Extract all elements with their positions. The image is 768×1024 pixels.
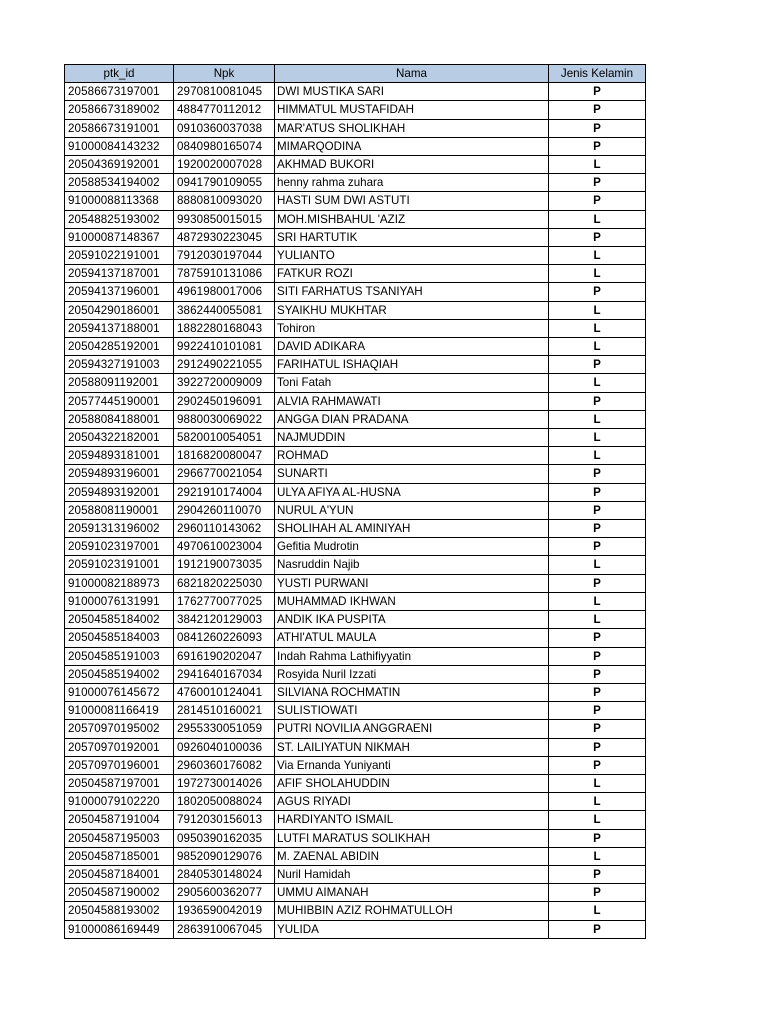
nama-cell: SILVIANA ROCHMATIN <box>275 683 549 701</box>
ptk-id-cell: 20588081190001 <box>65 501 174 519</box>
table-row <box>65 920 646 938</box>
npk-cell: 1912190073035 <box>174 556 275 574</box>
nama-cell: ANGGA DIAN PRADANA <box>275 410 549 428</box>
jenis-kelamin-cell: P <box>549 192 646 210</box>
table-row <box>65 210 646 228</box>
table-row <box>65 101 646 119</box>
ptk-id-cell: 20504585194002 <box>65 665 174 683</box>
table-row <box>65 465 646 483</box>
nama-cell: SRI HARTUTIK <box>275 228 549 246</box>
header-nama: Nama <box>275 65 549 83</box>
header-jenis-kelamin: Jenis Kelamin <box>549 65 646 83</box>
npk-cell: 2966770021054 <box>174 465 275 483</box>
nama-cell: MUHIBBIN AZIZ ROHMATULLOH <box>275 902 549 920</box>
npk-cell: 8880810093020 <box>174 192 275 210</box>
ptk-id-cell: 91000087148367 <box>65 228 174 246</box>
jenis-kelamin-cell: L <box>549 611 646 629</box>
nama-cell: HARDIYANTO ISMAIL <box>275 811 549 829</box>
nama-cell: SULISTIOWATI <box>275 702 549 720</box>
nama-cell: M. ZAENAL ABIDIN <box>275 847 549 865</box>
npk-cell: 0841260226093 <box>174 629 275 647</box>
ptk-id-cell: 91000076131991 <box>65 592 174 610</box>
ptk-id-cell: 20594893192001 <box>65 483 174 501</box>
jenis-kelamin-cell: P <box>549 483 646 501</box>
ptk-id-cell: 91000081166419 <box>65 702 174 720</box>
npk-cell: 2921910174004 <box>174 483 275 501</box>
npk-cell: 2960110143062 <box>174 520 275 538</box>
table-row <box>65 429 646 447</box>
table-row <box>65 847 646 865</box>
ptk-id-cell: 20504585184003 <box>65 629 174 647</box>
nama-cell: SYAIKHU MUKHTAR <box>275 301 549 319</box>
ptk-id-cell: 20570970196001 <box>65 756 174 774</box>
npk-cell: 2960360176082 <box>174 756 275 774</box>
table-header-row <box>65 65 646 83</box>
npk-cell: 4872930223045 <box>174 228 275 246</box>
nama-cell: SHOLIHAH AL AMINIYAH <box>275 520 549 538</box>
table-row <box>65 556 646 574</box>
npk-cell: 4970610023004 <box>174 538 275 556</box>
nama-cell: MOH.MISHBAHUL 'AZIZ <box>275 210 549 228</box>
npk-cell: 4760010124041 <box>174 683 275 701</box>
nama-cell: ULYA AFIYA AL-HUSNA <box>275 483 549 501</box>
npk-cell: 2902450196091 <box>174 392 275 410</box>
npk-cell: 0950390162035 <box>174 829 275 847</box>
table-row <box>65 319 646 337</box>
jenis-kelamin-cell: L <box>549 319 646 337</box>
npk-cell: 9930850015015 <box>174 210 275 228</box>
jenis-kelamin-cell: P <box>549 629 646 647</box>
nama-cell: PUTRI NOVILIA ANGGRAENI <box>275 720 549 738</box>
ptk-id-cell: 20586673189002 <box>65 101 174 119</box>
nama-cell: AKHMAD BUKORI <box>275 156 549 174</box>
jenis-kelamin-cell: L <box>549 410 646 428</box>
jenis-kelamin-cell: L <box>549 338 646 356</box>
ptk-id-cell: 20504587185001 <box>65 847 174 865</box>
npk-cell: 2905600362077 <box>174 884 275 902</box>
npk-cell: 6916190202047 <box>174 647 275 665</box>
npk-cell: 2941640167034 <box>174 665 275 683</box>
npk-cell: 2912490221055 <box>174 356 275 374</box>
table-row <box>65 228 646 246</box>
table-row <box>65 793 646 811</box>
nama-cell: AGUS RIYADI <box>275 793 549 811</box>
nama-cell: DAVID ADIKARA <box>275 338 549 356</box>
header-npk: Npk <box>174 65 275 83</box>
ptk-id-cell: 91000086169449 <box>65 920 174 938</box>
npk-cell: 7912030156013 <box>174 811 275 829</box>
ptk-id-cell: 20504588193002 <box>65 902 174 920</box>
jenis-kelamin-cell: L <box>549 902 646 920</box>
jenis-kelamin-cell: P <box>549 538 646 556</box>
table-row <box>65 265 646 283</box>
npk-cell: 3862440055081 <box>174 301 275 319</box>
table-row <box>65 702 646 720</box>
npk-cell: 2970810081045 <box>174 83 275 101</box>
table-row <box>65 137 646 155</box>
data-table <box>64 64 646 939</box>
npk-cell: 2955330051059 <box>174 720 275 738</box>
ptk-id-cell: 20591313196002 <box>65 520 174 538</box>
npk-cell: 3922720009009 <box>174 374 275 392</box>
nama-cell: Toni Fatah <box>275 374 549 392</box>
jenis-kelamin-cell: P <box>549 356 646 374</box>
table-row <box>65 865 646 883</box>
npk-cell: 0910360037038 <box>174 119 275 137</box>
jenis-kelamin-cell: P <box>549 174 646 192</box>
npk-cell: 9880030069022 <box>174 410 275 428</box>
table-row <box>65 665 646 683</box>
ptk-id-cell: 20570970195002 <box>65 720 174 738</box>
jenis-kelamin-cell: L <box>549 210 646 228</box>
table-row <box>65 119 646 137</box>
npk-cell: 2904260110070 <box>174 501 275 519</box>
jenis-kelamin-cell: P <box>549 738 646 756</box>
ptk-id-cell: 91000079102220 <box>65 793 174 811</box>
header-ptk-id: ptk_id <box>65 65 174 83</box>
nama-cell: ST. LAILIYATUN NIKMAH <box>275 738 549 756</box>
table-row <box>65 756 646 774</box>
ptk-id-cell: 91000088113368 <box>65 192 174 210</box>
nama-cell: YULIDA <box>275 920 549 938</box>
ptk-id-cell: 20586673197001 <box>65 83 174 101</box>
table-row <box>65 574 646 592</box>
jenis-kelamin-cell: P <box>549 137 646 155</box>
jenis-kelamin-cell: L <box>549 301 646 319</box>
ptk-id-cell: 20591022191001 <box>65 247 174 265</box>
npk-cell: 1920020007028 <box>174 156 275 174</box>
nama-cell: MAR'ATUS SHOLIKHAH <box>275 119 549 137</box>
ptk-id-cell: 20594137187001 <box>65 265 174 283</box>
npk-cell: 3842120129003 <box>174 611 275 629</box>
ptk-id-cell: 20588084188001 <box>65 410 174 428</box>
table-row <box>65 683 646 701</box>
table-row <box>65 247 646 265</box>
jenis-kelamin-cell: P <box>549 501 646 519</box>
table-row <box>65 483 646 501</box>
nama-cell: Rosyida Nuril Izzati <box>275 665 549 683</box>
ptk-id-cell: 20594137196001 <box>65 283 174 301</box>
ptk-id-cell: 20594893196001 <box>65 465 174 483</box>
ptk-id-cell: 20586673191001 <box>65 119 174 137</box>
nama-cell: LUTFI MARATUS SOLIKHAH <box>275 829 549 847</box>
table-row <box>65 811 646 829</box>
table-row <box>65 829 646 847</box>
ptk-id-cell: 20588534194002 <box>65 174 174 192</box>
nama-cell: Nuril Hamidah <box>275 865 549 883</box>
jenis-kelamin-cell: P <box>549 83 646 101</box>
ptk-id-cell: 20570970192001 <box>65 738 174 756</box>
npk-cell: 1882280168043 <box>174 319 275 337</box>
nama-cell: Tohiron <box>275 319 549 337</box>
table-row <box>65 83 646 101</box>
jenis-kelamin-cell: P <box>549 283 646 301</box>
nama-cell: YUSTI PURWANI <box>275 574 549 592</box>
jenis-kelamin-cell: P <box>549 465 646 483</box>
npk-cell: 7875910131086 <box>174 265 275 283</box>
ptk-id-cell: 20504587191004 <box>65 811 174 829</box>
table-row <box>65 192 646 210</box>
table-row <box>65 647 646 665</box>
npk-cell: 9922410101081 <box>174 338 275 356</box>
nama-cell: FATKUR ROZI <box>275 265 549 283</box>
table-row <box>65 392 646 410</box>
jenis-kelamin-cell: P <box>549 392 646 410</box>
npk-cell: 9852090129076 <box>174 847 275 865</box>
npk-cell: 0926040100036 <box>174 738 275 756</box>
jenis-kelamin-cell: L <box>549 247 646 265</box>
table-row <box>65 174 646 192</box>
nama-cell: ROHMAD <box>275 447 549 465</box>
table-row <box>65 884 646 902</box>
npk-cell: 1972730014026 <box>174 774 275 792</box>
nama-cell: YULIANTO <box>275 247 549 265</box>
nama-cell: SITI FARHATUS TSANIYAH <box>275 283 549 301</box>
jenis-kelamin-cell: P <box>549 119 646 137</box>
table-row <box>65 774 646 792</box>
table-row <box>65 520 646 538</box>
ptk-id-cell: 20577445190001 <box>65 392 174 410</box>
jenis-kelamin-cell: L <box>549 374 646 392</box>
nama-cell: Nasruddin Najib <box>275 556 549 574</box>
table-row <box>65 356 646 374</box>
nama-cell: NAJMUDDIN <box>275 429 549 447</box>
jenis-kelamin-cell: P <box>549 520 646 538</box>
npk-cell: 1802050088024 <box>174 793 275 811</box>
jenis-kelamin-cell: P <box>549 647 646 665</box>
table-row <box>65 283 646 301</box>
table-row <box>65 301 646 319</box>
nama-cell: Indah Rahma Lathifiyyatin <box>275 647 549 665</box>
jenis-kelamin-cell: L <box>549 265 646 283</box>
table-row <box>65 592 646 610</box>
table-row <box>65 156 646 174</box>
jenis-kelamin-cell: L <box>549 592 646 610</box>
nama-cell: MUHAMMAD IKHWAN <box>275 592 549 610</box>
npk-cell: 4884770112012 <box>174 101 275 119</box>
ptk-id-cell: 20504369192001 <box>65 156 174 174</box>
ptk-id-cell: 20504587197001 <box>65 774 174 792</box>
ptk-id-cell: 20594893181001 <box>65 447 174 465</box>
jenis-kelamin-cell: P <box>549 574 646 592</box>
table-row <box>65 538 646 556</box>
jenis-kelamin-cell: P <box>549 683 646 701</box>
table-row <box>65 374 646 392</box>
ptk-id-cell: 91000082188973 <box>65 574 174 592</box>
jenis-kelamin-cell: L <box>549 556 646 574</box>
table-row <box>65 611 646 629</box>
ptk-id-cell: 20504322182001 <box>65 429 174 447</box>
nama-cell: HASTI SUM DWI ASTUTI <box>275 192 549 210</box>
jenis-kelamin-cell: L <box>549 793 646 811</box>
npk-cell: 1936590042019 <box>174 902 275 920</box>
table-row <box>65 629 646 647</box>
table-row <box>65 338 646 356</box>
ptk-id-cell: 20591023191001 <box>65 556 174 574</box>
nama-cell: ATHI'ATUL MAULA <box>275 629 549 647</box>
jenis-kelamin-cell: L <box>549 447 646 465</box>
jenis-kelamin-cell: P <box>549 756 646 774</box>
nama-cell: FARIHATUL ISHAQIAH <box>275 356 549 374</box>
ptk-id-cell: 20591023197001 <box>65 538 174 556</box>
ptk-id-cell: 20548825193002 <box>65 210 174 228</box>
nama-cell: DWI MUSTIKA SARI <box>275 83 549 101</box>
npk-cell: 7912030197044 <box>174 247 275 265</box>
nama-cell: NURUL A'YUN <box>275 501 549 519</box>
ptk-id-cell: 20594327191003 <box>65 356 174 374</box>
table-row <box>65 447 646 465</box>
ptk-id-cell: 20504285192001 <box>65 338 174 356</box>
npk-cell: 2814510160021 <box>174 702 275 720</box>
npk-cell: 0941790109055 <box>174 174 275 192</box>
ptk-id-cell: 20594137188001 <box>65 319 174 337</box>
ptk-id-cell: 20504585184002 <box>65 611 174 629</box>
npk-cell: 6821820225030 <box>174 574 275 592</box>
ptk-id-cell: 20504587190002 <box>65 884 174 902</box>
table-row <box>65 501 646 519</box>
ptk-id-cell: 20504585191003 <box>65 647 174 665</box>
nama-cell: Gefitia Mudrotin <box>275 538 549 556</box>
table-row <box>65 410 646 428</box>
jenis-kelamin-cell: L <box>549 847 646 865</box>
nama-cell: UMMU AIMANAH <box>275 884 549 902</box>
table-row <box>65 902 646 920</box>
ptk-id-cell: 20504587195003 <box>65 829 174 847</box>
npk-cell: 2863910067045 <box>174 920 275 938</box>
npk-cell: 1816820080047 <box>174 447 275 465</box>
nama-cell: AFIF SHOLAHUDDIN <box>275 774 549 792</box>
nama-cell: henny rahma zuhara <box>275 174 549 192</box>
nama-cell: HIMMATUL MUSTAFIDAH <box>275 101 549 119</box>
jenis-kelamin-cell: P <box>549 920 646 938</box>
npk-cell: 5820010054051 <box>174 429 275 447</box>
npk-cell: 4961980017006 <box>174 283 275 301</box>
npk-cell: 0840980165074 <box>174 137 275 155</box>
nama-cell: SUNARTI <box>275 465 549 483</box>
jenis-kelamin-cell: P <box>549 101 646 119</box>
jenis-kelamin-cell: L <box>549 774 646 792</box>
nama-cell: MIMARQODINA <box>275 137 549 155</box>
table-row <box>65 720 646 738</box>
jenis-kelamin-cell: P <box>549 884 646 902</box>
jenis-kelamin-cell: P <box>549 720 646 738</box>
ptk-id-cell: 91000084143232 <box>65 137 174 155</box>
ptk-id-cell: 20504587184001 <box>65 865 174 883</box>
nama-cell: Via Ernanda Yuniyanti <box>275 756 549 774</box>
ptk-id-cell: 20504290186001 <box>65 301 174 319</box>
jenis-kelamin-cell: P <box>549 702 646 720</box>
table-body <box>65 83 646 939</box>
jenis-kelamin-cell: L <box>549 156 646 174</box>
ptk-id-cell: 91000076145672 <box>65 683 174 701</box>
npk-cell: 1762770077025 <box>174 592 275 610</box>
ptk-id-cell: 20588091192001 <box>65 374 174 392</box>
nama-cell: ANDIK IKA PUSPITA <box>275 611 549 629</box>
jenis-kelamin-cell: P <box>549 228 646 246</box>
jenis-kelamin-cell: L <box>549 811 646 829</box>
jenis-kelamin-cell: L <box>549 429 646 447</box>
jenis-kelamin-cell: P <box>549 665 646 683</box>
jenis-kelamin-cell: P <box>549 829 646 847</box>
table-row <box>65 738 646 756</box>
npk-cell: 2840530148024 <box>174 865 275 883</box>
jenis-kelamin-cell: P <box>549 865 646 883</box>
nama-cell: ALVIA RAHMAWATI <box>275 392 549 410</box>
